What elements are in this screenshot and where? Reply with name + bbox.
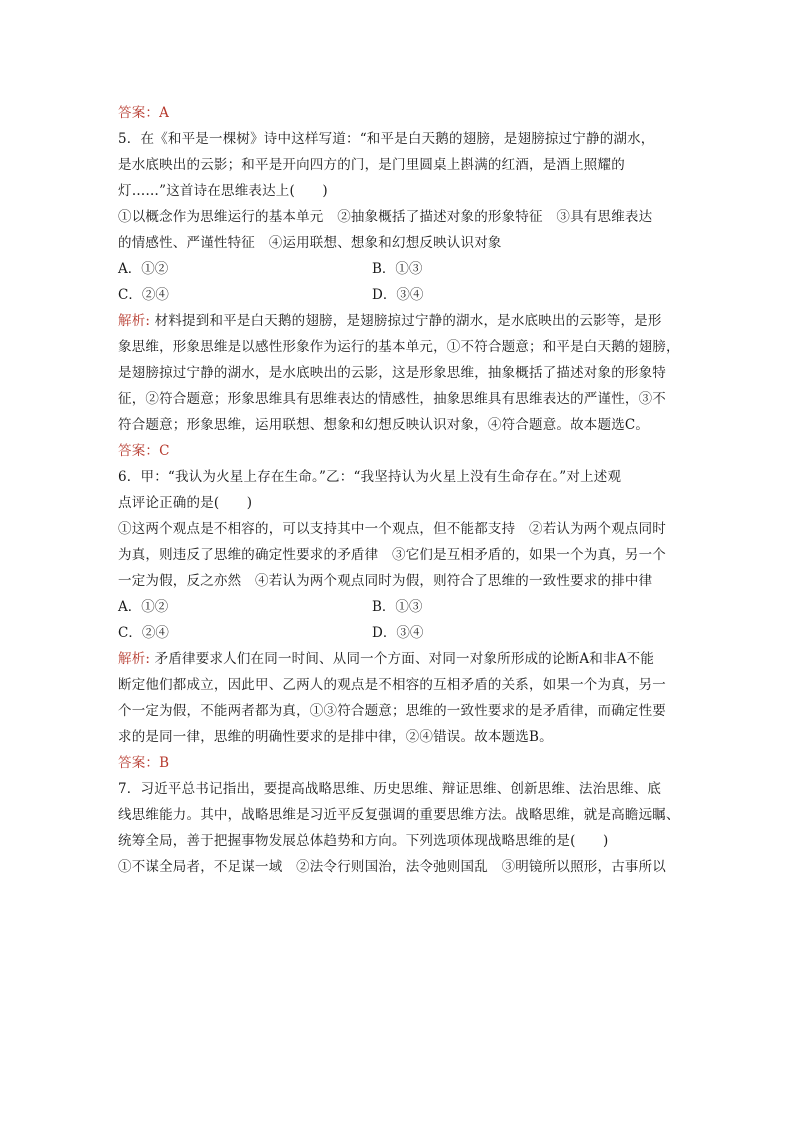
question-6-stem-line: 6．甲：“我认为火星上存在生命。”乙：“我坚持认为火星上没有生命存在。”对上述观 xyxy=(118,469,622,485)
option-b[interactable]: B．①③ xyxy=(372,261,423,277)
answer-line-prev xyxy=(118,100,680,126)
option-d[interactable]: D．③④ xyxy=(372,287,424,303)
question-6-answer-line xyxy=(118,750,680,776)
question-5-answer-line xyxy=(118,438,680,464)
question-7-stem-line: 线思维能力。其中，战略思维是习近平反复强调的重要思维方法。战略思维，就是高瞻远瞩、 xyxy=(118,807,680,823)
question-7-stem-line: 7．习近平总书记指出，要提高战略思维、历史思维、辩证思维、创新思维、法治思维、底 xyxy=(118,781,662,797)
answer-label: 答案： xyxy=(118,755,160,771)
analysis-label: 解析: xyxy=(118,313,151,329)
question-5-statement-line: ①以概念作为思维运行的基本单元 ②抽象概括了描述对象的形象特征 ③具有思维表达 xyxy=(118,209,653,225)
question-6 xyxy=(118,464,680,776)
answer-value: B xyxy=(159,755,170,771)
question-6-statement-line: ①这两个观点是不相容的，可以支持其中一个观点，但不能都支持 ②若认为两个观点同时 xyxy=(118,521,666,537)
question-5-statement-line: 的情感性、严谨性特征 ④运用联想、想象和幻想反映认识对象 xyxy=(118,235,502,251)
option-c[interactable]: C．②④ xyxy=(118,625,169,641)
question-5-analysis-line: 符合题意；形象思维，运用联想、想象和幻想反映认识对象，④符合题意。故本题选C。 xyxy=(118,417,650,433)
question-7-stem-line: 统筹全局，善于把握事物发展总体趋势和方向。下列选项体现战略思维的是( ) xyxy=(118,833,609,849)
question-5-analysis-line: 象思维，形象思维是以感性形象作为运行的基本单元，①不符合题意；和平是白天鹅的翅膀， xyxy=(118,339,680,355)
analysis-text: 材料提到和平是白天鹅的翅膀，是翅膀掠过宁静的湖水，是水底映出的云影等，是形 xyxy=(150,313,662,329)
analysis-text: 矛盾律要求人们在同一时间、从同一个方面、对同一对象所形成的论断A和非A不能 xyxy=(150,651,655,667)
question-6-options-row xyxy=(118,620,680,646)
option-c[interactable]: C．②④ xyxy=(118,287,169,303)
question-6-stem-line: 点评论正确的是( ) xyxy=(118,495,253,511)
question-7-statement-line: ①不谋全局者，不足谋一域 ②法令行则国治，法令弛则国乱 ③明镜所以照形，古事所以 xyxy=(118,859,666,875)
question-5-stem-line: 是水底映出的云影；和平是开向四方的门，是门里圆桌上斟满的红酒，是酒上照耀的 xyxy=(118,157,625,173)
question-5 xyxy=(118,126,680,464)
question-6-options-row xyxy=(118,594,680,620)
question-6-analysis-line: 断定他们都成立，因此甲、乙两人的观点是不相容的互相矛盾的关系，如果一个为真，另一 xyxy=(118,677,666,693)
option-d[interactable]: D．③④ xyxy=(372,625,424,641)
document-page xyxy=(118,100,680,880)
question-5-analysis-line xyxy=(118,308,680,334)
question-5-analysis-line: 是翅膀掠过宁静的湖水，是水底映出的云影，这是形象思维，抽象概括了描述对象的形象特 xyxy=(118,365,666,381)
answer-value: A xyxy=(159,105,170,121)
analysis-label: 解析: xyxy=(118,651,151,667)
answer-label: 答案： xyxy=(118,105,160,121)
question-6-statement-line: 为真，则违反了思维的确定性要求的矛盾律 ③它们是互相矛盾的，如果一个为真，另一个 xyxy=(118,547,666,563)
question-7 xyxy=(118,776,680,880)
option-b[interactable]: B．①③ xyxy=(372,599,423,615)
option-a[interactable]: A．①② xyxy=(118,261,169,277)
question-6-statement-line: 一定为假，反之亦然 ④若认为两个观点同时为假，则符合了思维的一致性要求的排中律 xyxy=(118,573,653,589)
question-5-stem-line: 5．在《和平是一棵树》诗中这样写道：“和平是白天鹅的翅膀，是翅膀掠过宁静的湖水， xyxy=(118,131,655,147)
option-a[interactable]: A．①② xyxy=(118,599,169,615)
question-6-analysis-line: 个一定为假，不能两者都为真，①③符合题意；思维的一致性要求的是矛盾律，而确定性要 xyxy=(118,703,666,719)
question-6-analysis-line: 求的是同一律，思维的明确性要求的是排中律，②④错误。故本题选B。 xyxy=(118,729,553,745)
question-5-options-row xyxy=(118,256,680,282)
question-6-analysis-line xyxy=(118,646,680,672)
question-5-stem-line: 灯……”这首诗在思维表达上( ) xyxy=(118,183,328,199)
answer-label: 答案： xyxy=(118,443,160,459)
question-5-analysis-line: 征，②符合题意；形象思维具有思维表达的情感性，抽象思维具有思维表达的严谨性，③不 xyxy=(118,391,666,407)
question-5-options-row xyxy=(118,282,680,308)
answer-value: C xyxy=(159,443,170,459)
